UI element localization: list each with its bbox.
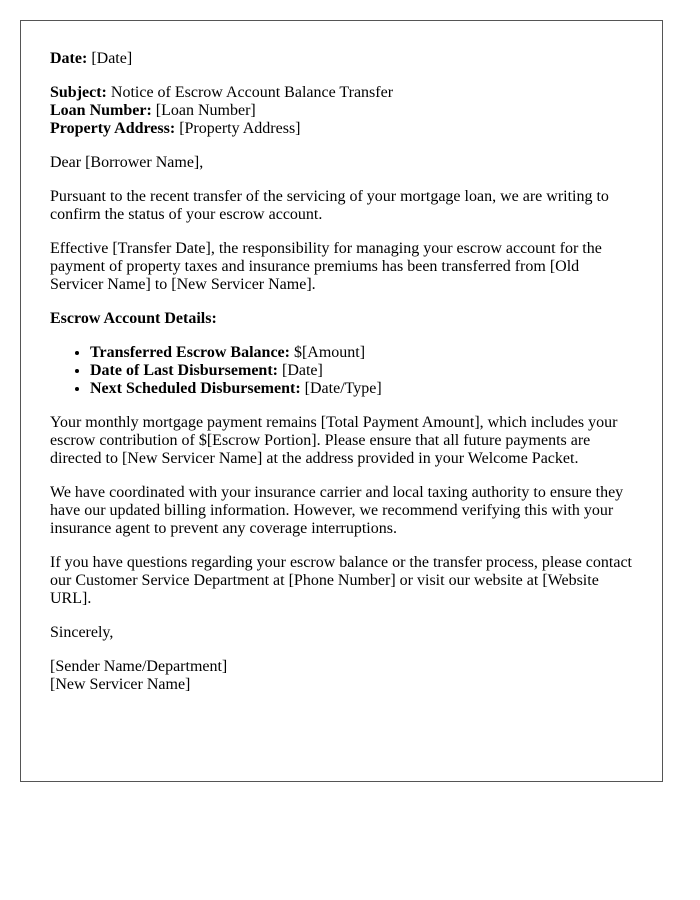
closing: Sincerely, [50, 624, 114, 641]
list-item: • Transferred Escrow Balance: $[Amount] [90, 344, 634, 362]
paragraph: Effective [Transfer Date], the responsibility for managing your escrow account for the payment of property taxes and insurance premiums has been transferred from [Old Servicer Name] to [New Servicer Name]. [50, 240, 602, 293]
paragraph: Pursuant to the recent transfer of the servicing of your mortgage loan, we are writing to confirm the status of your escrow account. [50, 188, 609, 223]
paragraph: If you have questions regarding your escrow balance or the transfer process, please contact our Customer Service Department at [Phone Number] or visit our website at [Website URL]. [50, 554, 632, 607]
letter [20, 20, 663, 782]
details-list [50, 344, 634, 398]
paragraph: We have coordinated with your insurance carrier and local taxing authority to ensure they have our updated billing information. However, we recommend verifying this with your insurance agent to prevent any coverage interruptions. [50, 484, 624, 537]
date-line: Date: [Date] [50, 50, 133, 67]
paragraph: Your monthly mortgage payment remains [Total Payment Amount], which includes your escrow contribution of $[Escrow Portion]. Please ensure that all future payments are directed to [New Servicer Name] at the address provided in your Welcome Packet. [50, 414, 618, 467]
salutation: Dear [Borrower Name], [50, 154, 204, 171]
list-item: • Next Scheduled Disbursement: [Date/Type] [90, 380, 634, 398]
signature: [Sender Name/Department] [New Servicer Name] [50, 658, 228, 693]
list-item: • Date of Last Disbursement: [Date] [90, 362, 634, 380]
reference-block: Subject: Notice of Escrow Account Balance Transfer Loan Number: [Loan Number] Property Address: [Property Address] [50, 84, 394, 137]
details-heading: Escrow Account Details: [50, 310, 217, 327]
